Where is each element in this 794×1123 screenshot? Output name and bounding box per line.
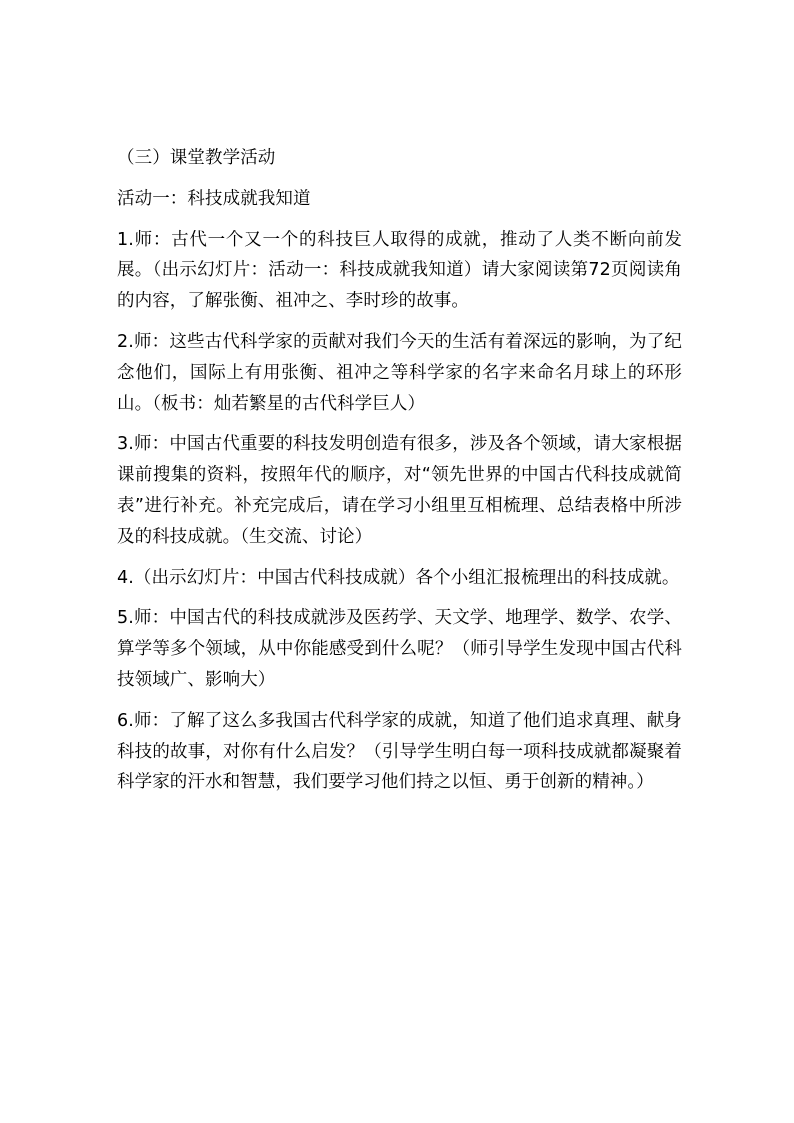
activity-title: 活动一：科技成就我知道: [117, 188, 311, 209]
paragraph-5: 5.师：中国古代的科技成就涉及医药学、天文学、地理学、数学、农学、算学等多个领域，从中你能感受到什么呢？（师引导学生发现中国古代科技领域广、影响大）: [117, 608, 682, 690]
section-heading: （三）课堂教学活动: [117, 148, 276, 168]
document-body: [117, 143, 682, 808]
paragraph-3: 3.师：中国古代重要的科技发明创造有很多，涉及各个领域，请大家根据课前搜集的资料，按照年代的顺序，对“领先世界的中国古代科技成就简表”进行补充。补充完成后，请在学习小组里互相梳理、总结表格中所涉及的科技成就。（生交流、讨论）: [117, 434, 682, 547]
paragraph-4: 4.（出示幻灯片：中国古代科技成就）各个小组汇报梳理出的科技成就。: [117, 567, 680, 588]
paragraph-2: 2.师：这些古代科学家的贡献对我们今天的生活有着深远的影响，为了纪念他们，国际上有用张衡、祖冲之等科学家的名字来命名月球上的环形山。（板书：灿若繁星的古代科学巨人）: [117, 331, 682, 414]
paragraph-6: 6.师：了解了这么多我国古代科学家的成就，知道了他们追求真理、献身科技的故事，对你有什么启发？（引导学生明白每一项科技成就都凝聚着科学家的汗水和智慧，我们要学习他们持之以恒、勇于创新的精神。）: [117, 710, 682, 793]
paragraph-1: 1.师：古代一个又一个的科技巨人取得的成就，推动了人类不断向前发展。（出示幻灯片：活动一：科技成就我知道）请大家阅读第72页阅读角的内容，了解张衡、祖冲之、李时珍的故事。: [117, 229, 682, 312]
